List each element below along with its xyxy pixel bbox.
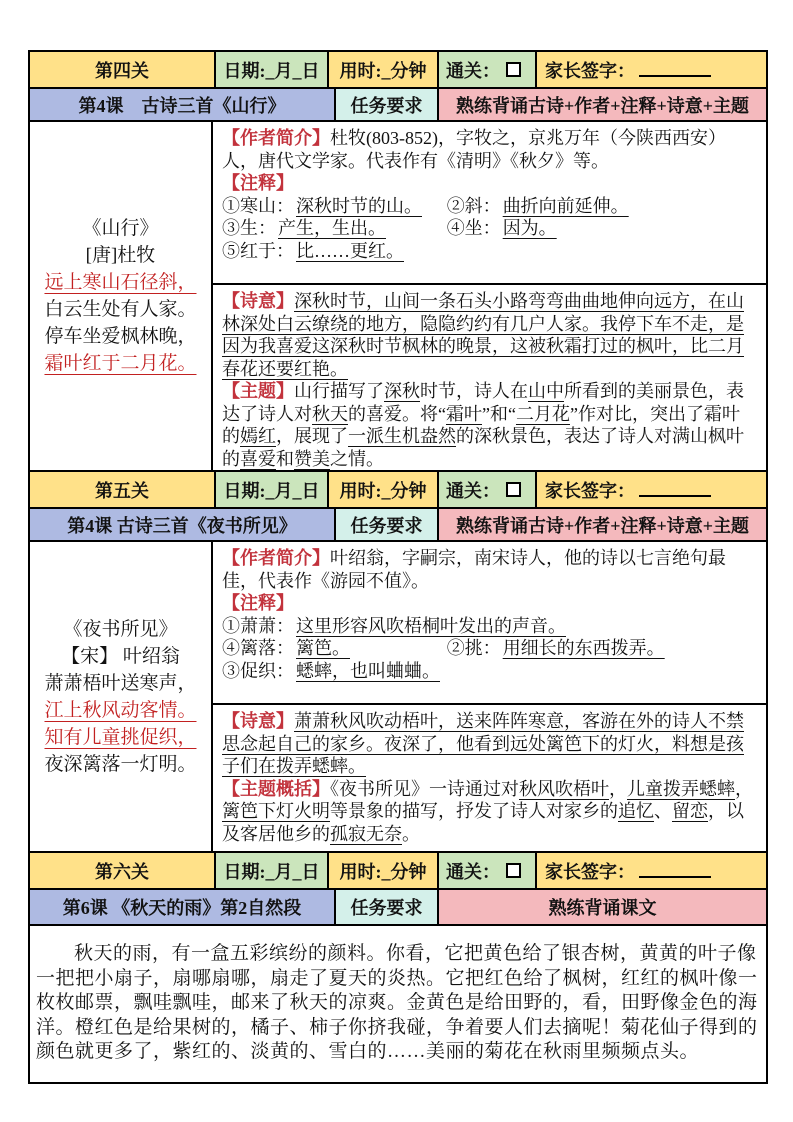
note-definition: 这里形容风吹梧桐叶发出的声音。 xyxy=(296,615,566,636)
note-term: ④坐： xyxy=(446,218,501,238)
notes-list xyxy=(222,615,757,683)
note-term: ①萧萧： xyxy=(222,615,294,636)
theme-label: 【主题】 xyxy=(222,381,294,401)
signature-blank xyxy=(639,482,711,497)
note-item xyxy=(447,195,672,218)
note-item xyxy=(222,660,447,683)
lesson-row-qiutiandeyu xyxy=(29,889,767,925)
gate-row-6 xyxy=(29,852,767,889)
poem-line: 知有儿童挑促织， xyxy=(44,726,197,748)
note-definition: 用细长的东西拨弄。 xyxy=(502,638,665,658)
lesson-row-yeshusuojian xyxy=(29,508,767,541)
author-notes-cell xyxy=(212,541,767,704)
note-definition: 篱笆。 xyxy=(296,638,350,658)
gate-title: 第六关 xyxy=(29,852,215,889)
note-term: ③生： xyxy=(222,218,276,238)
note-definition: 曲折向前延伸。 xyxy=(502,195,629,216)
task-requirement: 熟练背诵课文 xyxy=(438,889,767,925)
note-definition: 比……更红。 xyxy=(296,240,404,261)
recitation-passage: 秋天的雨，有一盒五彩缤纷的颜料。你看，它把黄色给了银杏树，黄黄的叶子像一把把小扇子，扇哪扇哪，扇走了夏天的炎热。它把红色给了枫树，红红的枫叶像一枚枚邮票，飘哇飘哇，邮来了秋天的凉爽。金黄色是给田野的，看，田野像金色的海洋。橙红色是给果树的，橘子、柿子你挤我碰，争着要人们去摘呢！菊花仙子得到的颜色就更多了，紫红的、淡黄的、雪白的……美丽的菊花在秋雨里频频点头。 xyxy=(36,943,758,1062)
date-field: 日期:_月_日 xyxy=(215,471,328,508)
note-term: ③促织： xyxy=(222,660,294,681)
section-yeshusuojian-content xyxy=(29,541,767,852)
signature-field xyxy=(536,852,767,889)
poem-line: 夜深篱落一灯明。 xyxy=(44,753,197,775)
pass-label: 通关： xyxy=(446,60,500,81)
lesson-title: 第4课 古诗三首《山行》 xyxy=(29,88,335,121)
poem-meaning: 【诗意】深秋时节，山间一条石头小路弯弯曲曲地伸向远方，在山林深处白云缭绕的地方，隐隐约约有几户人家。我停下车不走，是因为我喜爱这深秋时节枫林的晚景，这被秋霜打过的枫叶，比二月春花还要红艳。 xyxy=(222,291,744,379)
poem-cell-yeshusuojian xyxy=(29,541,212,852)
poem-theme: 【主题】山行描写了深秋时节，诗人在山中所看到的美丽景色，表达了诗人对秋天的喜爱。将“霜叶”和“二月花”作对比，突出了霜叶的嫣红，展现了一派生机盎然的深秋景色，表达了诗人对满山枫叶的喜爱和赞美之情。 xyxy=(222,381,744,469)
note-item xyxy=(222,195,447,218)
task-label: 任务要求 xyxy=(335,508,438,541)
gate-row-4 xyxy=(29,51,767,88)
pass-field xyxy=(438,852,536,889)
gate-title: 第四关 xyxy=(29,51,215,88)
section-shanxing-content xyxy=(29,121,767,471)
poem-yeshusuojian xyxy=(44,616,196,778)
poem-title: 《夜书所见》 xyxy=(63,618,178,640)
task-label: 任务要求 xyxy=(335,889,438,925)
poem-theme: 【主题概括】《夜书所见》一诗通过对秋风吹梧叶，儿童拨弄蟋蟀，篱笆下灯火明等景象的描写，抒发了诗人对家乡的追忆、留恋，以及客居他乡的孤寂无奈。 xyxy=(222,778,753,844)
signature-blank xyxy=(639,62,711,77)
poem-line: 萧萧梧叶送寒声， xyxy=(44,672,197,694)
signature-label: 家长签字： xyxy=(545,60,635,81)
task-requirement: 熟练背诵古诗+作者+注释+诗意+主题 xyxy=(438,88,767,121)
note-term: ④篱落： xyxy=(222,638,294,658)
note-term: ①寒山： xyxy=(222,195,294,216)
lesson-row-shanxing xyxy=(29,88,767,121)
note-definition: 深秋时节的山。 xyxy=(296,195,422,216)
poem-author: [唐]杜牧 xyxy=(85,245,156,266)
annotation-column xyxy=(212,121,767,471)
time-field: 用时:_分钟 xyxy=(328,471,438,508)
date-field: 日期:_月_日 xyxy=(215,51,328,88)
notes-label: 【注释】 xyxy=(222,173,294,193)
study-worksheet-table xyxy=(28,50,768,1084)
pass-field xyxy=(438,471,536,508)
poem-title: 《山行》 xyxy=(82,218,159,239)
note-item xyxy=(222,217,447,240)
note-definition: 产生，生出。 xyxy=(278,218,386,238)
annotation-column xyxy=(212,541,767,852)
meaning-label: 【诗意】 xyxy=(222,291,294,311)
note-definition: 因为。 xyxy=(502,218,557,238)
pass-checkbox[interactable] xyxy=(506,863,521,878)
poem-line: 霜叶红于二月花。 xyxy=(44,353,197,374)
signature-label: 家长签字： xyxy=(545,861,635,882)
poem-lines xyxy=(44,670,196,778)
poem-line: 停车坐爱枫林晚， xyxy=(44,326,197,347)
theme-label: 【主题概括】 xyxy=(222,778,330,799)
meaning-theme-cell xyxy=(212,284,767,471)
gate-title: 第五关 xyxy=(29,471,215,508)
author-intro-label: 【作者简介】 xyxy=(222,128,330,148)
note-item xyxy=(447,637,672,660)
time-field: 用时:_分钟 xyxy=(328,852,438,889)
pass-checkbox[interactable] xyxy=(506,482,521,497)
author-notes-cell xyxy=(212,121,767,284)
author-intro-label: 【作者简介】 xyxy=(222,548,330,568)
note-term: ②挑： xyxy=(446,638,501,658)
signature-blank xyxy=(639,863,711,878)
meaning-label: 【诗意】 xyxy=(222,711,294,731)
task-label: 任务要求 xyxy=(335,88,438,121)
poem-line: 白云生处有人家。 xyxy=(44,299,197,320)
notes-label: 【注释】 xyxy=(222,593,294,613)
poem-cell-shanxing xyxy=(29,121,212,471)
date-field: 日期:_月_日 xyxy=(215,852,328,889)
pass-label: 通关： xyxy=(446,480,500,501)
pass-checkbox[interactable] xyxy=(506,62,521,77)
poem-meaning: 【诗意】萧萧秋风吹动梧叶，送来阵阵寒意，客游在外的诗人不禁思念起自己的家乡。夜深了，他看到远处篱笆下的灯火，料想是孩子们在拨弄蟋蟀。 xyxy=(222,711,744,776)
lesson-title: 第6课 《秋天的雨》第2自然段 xyxy=(29,889,335,925)
lesson-title: 第4课 古诗三首《夜书所见》 xyxy=(29,508,335,541)
note-item xyxy=(447,217,672,240)
note-item xyxy=(222,615,757,638)
note-definition: 蟋蟀，也叫蛐蛐。 xyxy=(296,660,440,681)
poem-line: 江上秋风动客情。 xyxy=(44,699,197,721)
task-requirement: 熟练背诵古诗+作者+注释+诗意+主题 xyxy=(438,508,767,541)
recitation-passage-cell xyxy=(29,925,767,1083)
time-field: 用时:_分钟 xyxy=(328,51,438,88)
poem-line: 远上寒山石径斜， xyxy=(44,272,197,293)
note-term: ②斜： xyxy=(446,195,501,216)
note-term: ⑤红于： xyxy=(222,240,294,261)
poem-shanxing xyxy=(44,215,196,377)
signature-field xyxy=(536,471,767,508)
author-intro: 【作者简介】叶绍翁，字嗣宗，南宋诗人，他的诗以七言绝句最佳，代表作《游园不值》。 xyxy=(222,548,726,591)
pass-label: 通关： xyxy=(446,861,500,882)
note-item xyxy=(222,240,447,263)
poem-author: 【宋】 叶绍翁 xyxy=(61,645,180,667)
notes-list xyxy=(222,195,757,263)
signature-field xyxy=(536,51,767,88)
meaning-theme-cell xyxy=(212,704,767,852)
poem-lines xyxy=(44,269,196,377)
signature-label: 家长签字： xyxy=(545,480,635,501)
gate-row-5 xyxy=(29,471,767,508)
pass-field xyxy=(438,51,536,88)
author-intro: 【作者简介】杜牧(803-852)，字牧之，京兆万年（今陕西西安）人，唐代文学家。代表作有《清明》《秋夕》等。 xyxy=(222,128,726,171)
note-item xyxy=(222,637,447,660)
